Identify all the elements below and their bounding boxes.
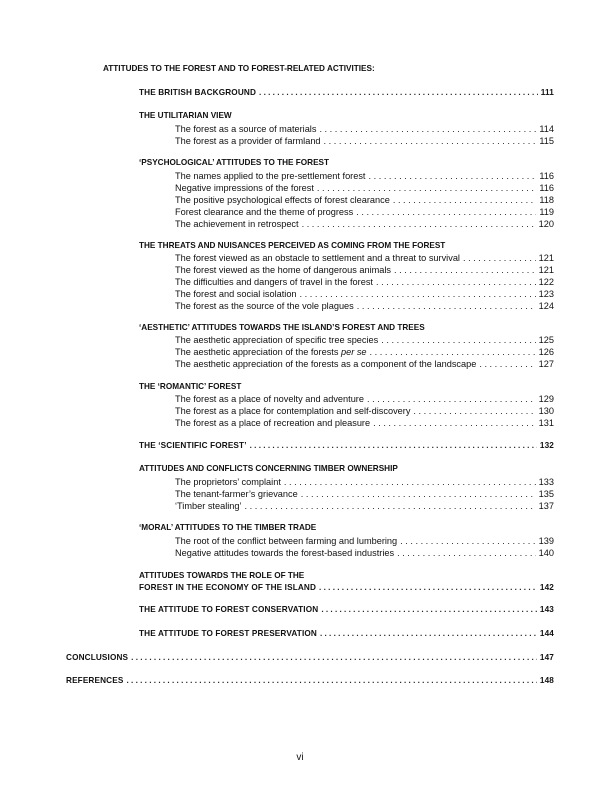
entry-label-italic: per se [341,347,367,357]
dot-leader [393,194,537,206]
toc-heading-timber-ownership [139,463,398,475]
entry-label: CONCLUSIONS [66,653,129,662]
entry-label: The forest and social isolation [175,289,297,299]
toc-heading-economy [139,570,304,582]
toc-entry[interactable] [175,393,554,405]
toc-entry[interactable] [175,264,554,276]
page-number: 122 [538,277,554,287]
entry-label: The forest as the source of the vole plagues [175,301,354,311]
entry-label: REFERENCES [66,676,124,685]
page-number: 118 [539,195,554,205]
dot-leader [284,476,536,488]
dot-leader [463,252,536,264]
toc-entry[interactable] [175,288,554,300]
dot-leader [320,628,537,640]
dot-leader [131,652,537,664]
dot-leader [321,604,537,616]
entry-label: The aesthetic appreciation of specific tree species [175,335,379,345]
dot-leader [373,417,536,429]
toc-entry-british-background[interactable] [139,87,554,99]
page-number: 111 [540,88,554,97]
toc-entry-preservation[interactable] [139,628,554,640]
entry-label: The proprietors’ complaint [175,477,281,487]
dot-leader [370,346,536,358]
page-number: 135 [538,489,554,499]
toc-entry-conclusions[interactable] [66,652,554,664]
entry-label: Negative impressions of the forest [175,183,314,193]
heading-text: ATTITUDES TOWARDS THE ROLE OF THE [139,571,305,580]
dot-leader [324,135,537,147]
toc-entry[interactable] [175,206,554,218]
dot-leader [245,500,536,512]
heading-text: ‘MORAL’ ATTITUDES TO THE TIMBER TRADE [139,523,317,532]
toc-heading-utilitarian [139,110,232,122]
toc-entry[interactable] [175,135,554,147]
dot-leader [394,264,536,276]
toc-entry[interactable] [175,476,554,488]
page-number: 116 [539,183,554,193]
entry-label: The difficulties and dangers of travel in the forest [175,277,373,287]
toc-heading-threats [139,240,445,252]
entry-label: The names applied to the pre-settlement forest [175,171,366,181]
dot-leader [319,582,537,594]
entry-label: Negative attitudes towards the forest-based industries [175,548,395,558]
toc-entry[interactable] [175,252,554,264]
dot-leader [397,547,536,559]
entry-label: Forest clearance and the theme of progress [175,207,354,217]
entry-label: The forest as a source of materials [175,124,317,134]
toc-entry[interactable] [175,358,554,370]
entry-label: The aesthetic appreciation of the forests as a component of the landscape [175,359,477,369]
heading-text: THE ‘ROMANTIC’ FOREST [139,382,242,391]
page-number: 124 [538,301,554,311]
toc-heading-moral [139,522,316,534]
toc-entry-references[interactable] [66,675,554,687]
page-number: 147 [539,653,554,662]
page-number: 148 [539,676,554,685]
dot-leader [302,218,536,230]
dot-leader [250,440,537,452]
toc-heading-psychological [139,157,329,169]
entry-label: The root of the conflict between farming and lumbering [175,536,398,546]
dot-leader [126,675,536,687]
toc-entry[interactable] [175,417,554,429]
toc-entry[interactable] [175,405,554,417]
page-number: 119 [539,207,554,217]
toc-entry-scientific-forest[interactable] [139,440,554,452]
page-number: 126 [538,347,554,357]
heading-text: ATTITUDES AND CONFLICTS CONCERNING TIMBER OWNERSHIP [139,464,398,473]
toc-entry[interactable] [175,218,554,230]
toc-entry[interactable] [175,182,554,194]
dot-leader [381,334,535,346]
entry-label: THE ATTITUDE TO FOREST CONSERVATION [139,605,319,614]
toc-entry[interactable] [175,123,554,135]
page-number: 116 [539,171,554,181]
dot-leader [413,405,535,417]
dot-leader [259,87,538,99]
entry-label: FOREST IN THE ECONOMY OF THE ISLAND [139,583,317,592]
page-number: 120 [538,219,554,229]
heading-text: THE THREATS AND NUISANCES PERCEIVED AS COMING FROM THE FOREST [139,241,446,250]
toc-entry[interactable] [175,334,554,346]
entry-label: THE ATTITUDE TO FOREST PRESERVATION [139,629,317,638]
page-number: 140 [538,548,554,558]
entry-label: The forest as a provider of farmland [175,136,321,146]
entry-label [175,346,367,358]
page-number: 130 [538,406,554,416]
dot-leader [367,393,536,405]
entry-label: The positive psychological effects of forest clearance [175,195,390,205]
toc-entry[interactable] [175,488,554,500]
page-number: 144 [539,629,554,638]
page-number: 125 [538,335,554,345]
dot-leader [400,535,536,547]
toc-heading-aesthetic [139,322,425,334]
section-title [103,63,375,75]
page-number: 132 [539,441,554,450]
dot-leader [317,182,536,194]
dot-leader [357,300,536,312]
page-number: 115 [539,136,554,146]
entry-label: The forest viewed as an obstacle to settlement and a threat to survival [175,253,460,263]
dot-leader [319,123,536,135]
dot-leader [356,206,536,218]
entry-label: The forest as a place of recreation and pleasure [175,418,371,428]
dot-leader [479,358,535,370]
page-number: 142 [539,583,554,592]
page-folio: vi [296,752,304,763]
heading-text: THE UTILITARIAN VIEW [139,111,232,120]
page-number: 139 [538,536,554,546]
toc-entry[interactable] [175,535,554,547]
toc-entry[interactable] [175,276,554,288]
entry-label: The forest as a place of novelty and adventure [175,394,364,404]
page-number: 137 [538,501,554,511]
toc-heading-romantic [139,381,241,393]
entry-label: THE ‘SCIENTIFIC FOREST’ [139,441,247,450]
toc-entry[interactable] [175,170,554,182]
entry-label: The tenant-farmer’s grievance [175,489,298,499]
page-number: 121 [538,253,554,263]
entry-label: The forest viewed as the home of dangerous animals [175,265,392,275]
page-number: 133 [538,477,554,487]
entry-label: The forest as a place for contemplation and self-discovery [175,406,411,416]
section-title-text: ATTITUDES TO THE FOREST AND TO FOREST-RELATED ACTIVITIES: [103,64,375,73]
page-number: 114 [539,124,554,134]
entry-label-text: The aesthetic appreciation of the forests [175,347,339,357]
page-number: 131 [538,418,554,428]
entry-label: THE BRITISH BACKGROUND [139,88,257,97]
heading-text: ‘AESTHETIC’ ATTITUDES TOWARDS THE ISLAND’S FOREST AND TREES [139,323,425,332]
dot-leader [301,488,536,500]
entry-label: ‘Timber stealing’ [175,501,242,511]
heading-text: ‘PSYCHOLOGICAL’ ATTITUDES TO THE FOREST [139,158,329,167]
dot-leader [300,288,536,300]
toc-entry[interactable] [175,346,554,358]
dot-leader [376,276,536,288]
page-number: 129 [538,394,554,404]
page-number: 123 [538,289,554,299]
toc-entry[interactable] [175,500,554,512]
page-number: 121 [538,265,554,275]
entry-label: The achievement in retrospect [175,219,299,229]
page-number: 143 [539,605,554,614]
page-number: 127 [538,359,554,369]
toc-entry-conservation[interactable] [139,604,554,616]
toc-entry[interactable] [175,300,554,312]
toc-entry[interactable] [175,194,554,206]
toc-entry-economy[interactable] [139,582,554,594]
dot-leader [369,170,537,182]
toc-entry[interactable] [175,547,554,559]
